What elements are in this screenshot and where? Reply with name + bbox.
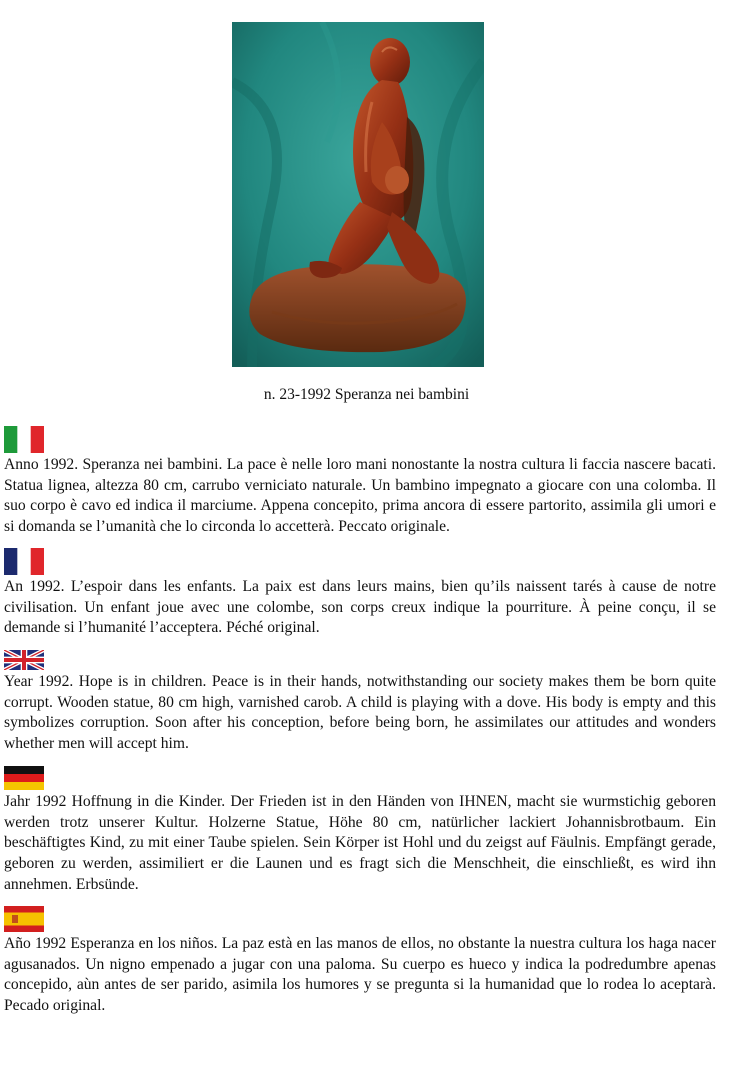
section-english	[4, 650, 716, 755]
section-french	[4, 548, 716, 639]
figure-caption: n. 23-1992 Speranza nei bambini	[263, 386, 470, 403]
description-french: An 1992. L’espoir dans les enfants. La paix est dans leurs mains, bien qu’ils naissent tarés à cause de notre civilisation. Un enfant joue avec une colombe, son corps creux indique la pourriture. À peine conçu, il se demande si l’humanité l’acceptera. Péché original.	[4, 578, 716, 637]
section-italian	[4, 426, 716, 538]
italy-flag-icon	[4, 426, 44, 453]
germany-flag-icon	[4, 766, 44, 790]
description-spanish: Año 1992 Esperanza en los niños. La paz està en las manos de ellos, no obstante la nuestra cultura los haga nacer agusanados. Un nigno empenado a jugar con una paloma. Su cuerpo es hueco y indica la podredumbre apenas concepido, aùn antes de ser parido, asimila los humores y se pregunta si la humanidad que lo rodea lo aceptarà. Pecado original.	[4, 935, 716, 1015]
section-spanish	[4, 906, 716, 1017]
spain-flag-icon	[4, 906, 44, 932]
sculpture-illustration	[232, 22, 484, 367]
description-italian: Anno 1992. Speranza nei bambini. La pace è nelle loro mani nonostante la nostra cultura li faccia nascere bacati. Statua lignea, altezza 80 cm, carrubo verniciato naturale. Un bambino impegnato a giocare con una colomba. Il suo corpo è cavo ed indica il marciume. Appena concepito, prima ancora di essere partorito, assimila gli umori e si domanda se l’umanità che lo circonda lo accetterà. Peccato originale.	[4, 456, 716, 536]
description-english: Year 1992. Hope is in children. Peace is in their hands, notwithstanding our society makes them be born quite corrupt. Wooden statue, 80 cm high, varnished carob. A child is playing with a dove. His body is empty and this symbolizes corruption. Soon after his conception, before being born, he assimilates our attitudes and wonders whether men will accept him.	[4, 673, 716, 753]
france-flag-icon	[4, 548, 44, 575]
sculpture-photo	[232, 22, 484, 367]
section-german	[4, 766, 716, 896]
uk-flag-icon	[4, 650, 44, 670]
description-german: Jahr 1992 Hoffnung in die Kinder. Der Frieden ist in den Händen von IHNEN, macht sie wurmstichig geboren werden trotz unserer Kultur. Holzerne Statue, Höhe 80 cm, natürlicher lackiert Johannisbrotbaum. Ein beschäftigtes Kind, zu mit einer Taube spielen. Sein Körper ist Hohl und du zeigst auf Fäulnis. Empfängt gerade, geboren zu werden, assimiliert er die Launen und es fragt sich die Menschheit, die einschließt, es wird ihn annehmen. Erbsünde.	[4, 793, 716, 893]
